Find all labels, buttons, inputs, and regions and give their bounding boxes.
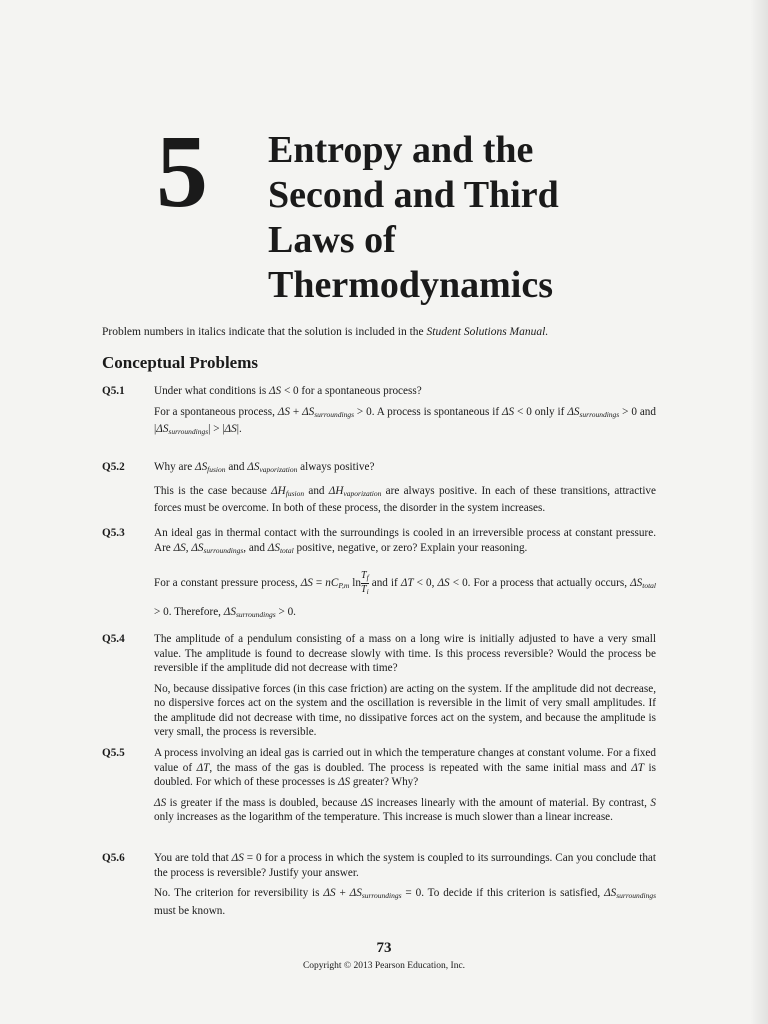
question-text: Why are $\Delta S_{fusion}$ and $\Delta S_{vaporization}$ always positive? [154, 461, 375, 474]
question-text: The amplitude of a pendulum consisting of a mass on a long wire is initially adjusted to have a very small value. The amplitude is found to decrease slowly with time. Is this process reversible? Would the process be reversible if the amplitude did not decrease with time? [154, 633, 656, 674]
question-number: Q5.6 [102, 852, 125, 864]
question-number: Q5.4 [102, 633, 125, 645]
copyright-notice: Copyright © 2013 Pearson Education, Inc. [302, 961, 466, 971]
question-body [154, 632, 656, 746]
temperature-ratio: $\frac{T_f}{T_i}$ [361, 570, 369, 596]
page-number: 73 [376, 940, 392, 956]
question-text: An ideal gas in thermal contact with the surroundings is cooled in an irreversible process at constant pressure. Are ΔS, $\Delta S_{surroundings}$, and $\Delta S_{total}$ positive, negative, or zero? Explain your reasoning. [154, 527, 656, 555]
question-body [154, 526, 656, 634]
answer-text: For a constant pressure process, $\Delta S = nC_{P,m}$ ln $\frac{T_f}{T_i}$ and if ΔT < 0, ΔS < 0. For a process that actually occurs, $\Delta S_{total} > 0$. Therefore, $\Delta S_{surroundings} > 0$. [154, 570, 657, 620]
answer-text: This is the case because $\Delta H_{fusion}$ and $\Delta H_{vaporization}$ are always positive. In each of these transitions, attractive forces must be overcome. In both of these process, the disorder in the system increases. [154, 484, 656, 514]
question-number: Q5.5 [102, 747, 125, 759]
answer-text: No. The criterion for reversibility is $\Delta S + \Delta S_{surroundings} = 0$. To decide if this criterion is satisfied, $\Delta S_{surroundings}$ must be known. [154, 887, 656, 917]
question-number: Q5.1 [102, 385, 125, 397]
chapter-title [268, 128, 728, 308]
answer-text: No, because dissipative forces (in this case friction) are acting on the system. If the amplitude did not decrease, no dispersive forces act on the system and the oscillation is reversible in the limit of very small amplitudes. If the amplitude did not decrease with time, no dissipative forces act on the system, and because the amplitude is very small, the process is reversible. [154, 682, 656, 738]
question-number: Q5.2 [102, 461, 125, 473]
intro-text: Problem numbers in italics indicate that the solution is included in the [102, 326, 427, 338]
chapter-number: 5 [156, 114, 208, 229]
chapter-title-line: Entropy and the [268, 129, 534, 171]
question-text: You are told that ΔS = 0 for a process in which the system is coupled to its surroundings. Can you conclude that the process is reversible? Justify your answer. [154, 852, 656, 879]
question-body [154, 746, 656, 831]
page-edge-shadow [750, 0, 768, 1024]
question-body [154, 460, 656, 522]
section-heading: Conceptual Problems [102, 353, 258, 372]
chapter-title-line: Laws of [268, 219, 396, 261]
intro-note [102, 326, 702, 338]
chapter-title-line: Second and Third [268, 174, 559, 216]
answer-text: ΔS is greater if the mass is doubled, because ΔS increases linearly with the amount of material. By contrast, S only increases as the logarithm of the temperature. This increase is much slower than a linear increase. [154, 796, 657, 823]
question-number: Q5.3 [102, 527, 125, 539]
question-text: Under what conditions is ΔS < 0 for a spontaneous process? [154, 385, 422, 397]
chapter-title-line: Thermodynamics [268, 264, 553, 306]
question-body [154, 384, 656, 446]
answer-text: For a spontaneous process, $\Delta S + \Delta S_{surroundings} > 0$. A process is spontaneous if ΔS < 0 only if $\Delta S_{surroundings} > 0$ and $|\Delta S_{surroundings}| > |\Delta S|$. [154, 405, 656, 436]
question-body [154, 851, 656, 924]
solutions-manual-title: Student Solutions Manual. [426, 326, 549, 338]
question-text: A process involving an ideal gas is carried out in which the temperature changes at constant volume. For a fixed value of ΔT, the mass of the gas is doubled. The process is repeated with the same initial mass and ΔT is doubled. For which of these processes is ΔS greater? Why? [154, 747, 656, 788]
